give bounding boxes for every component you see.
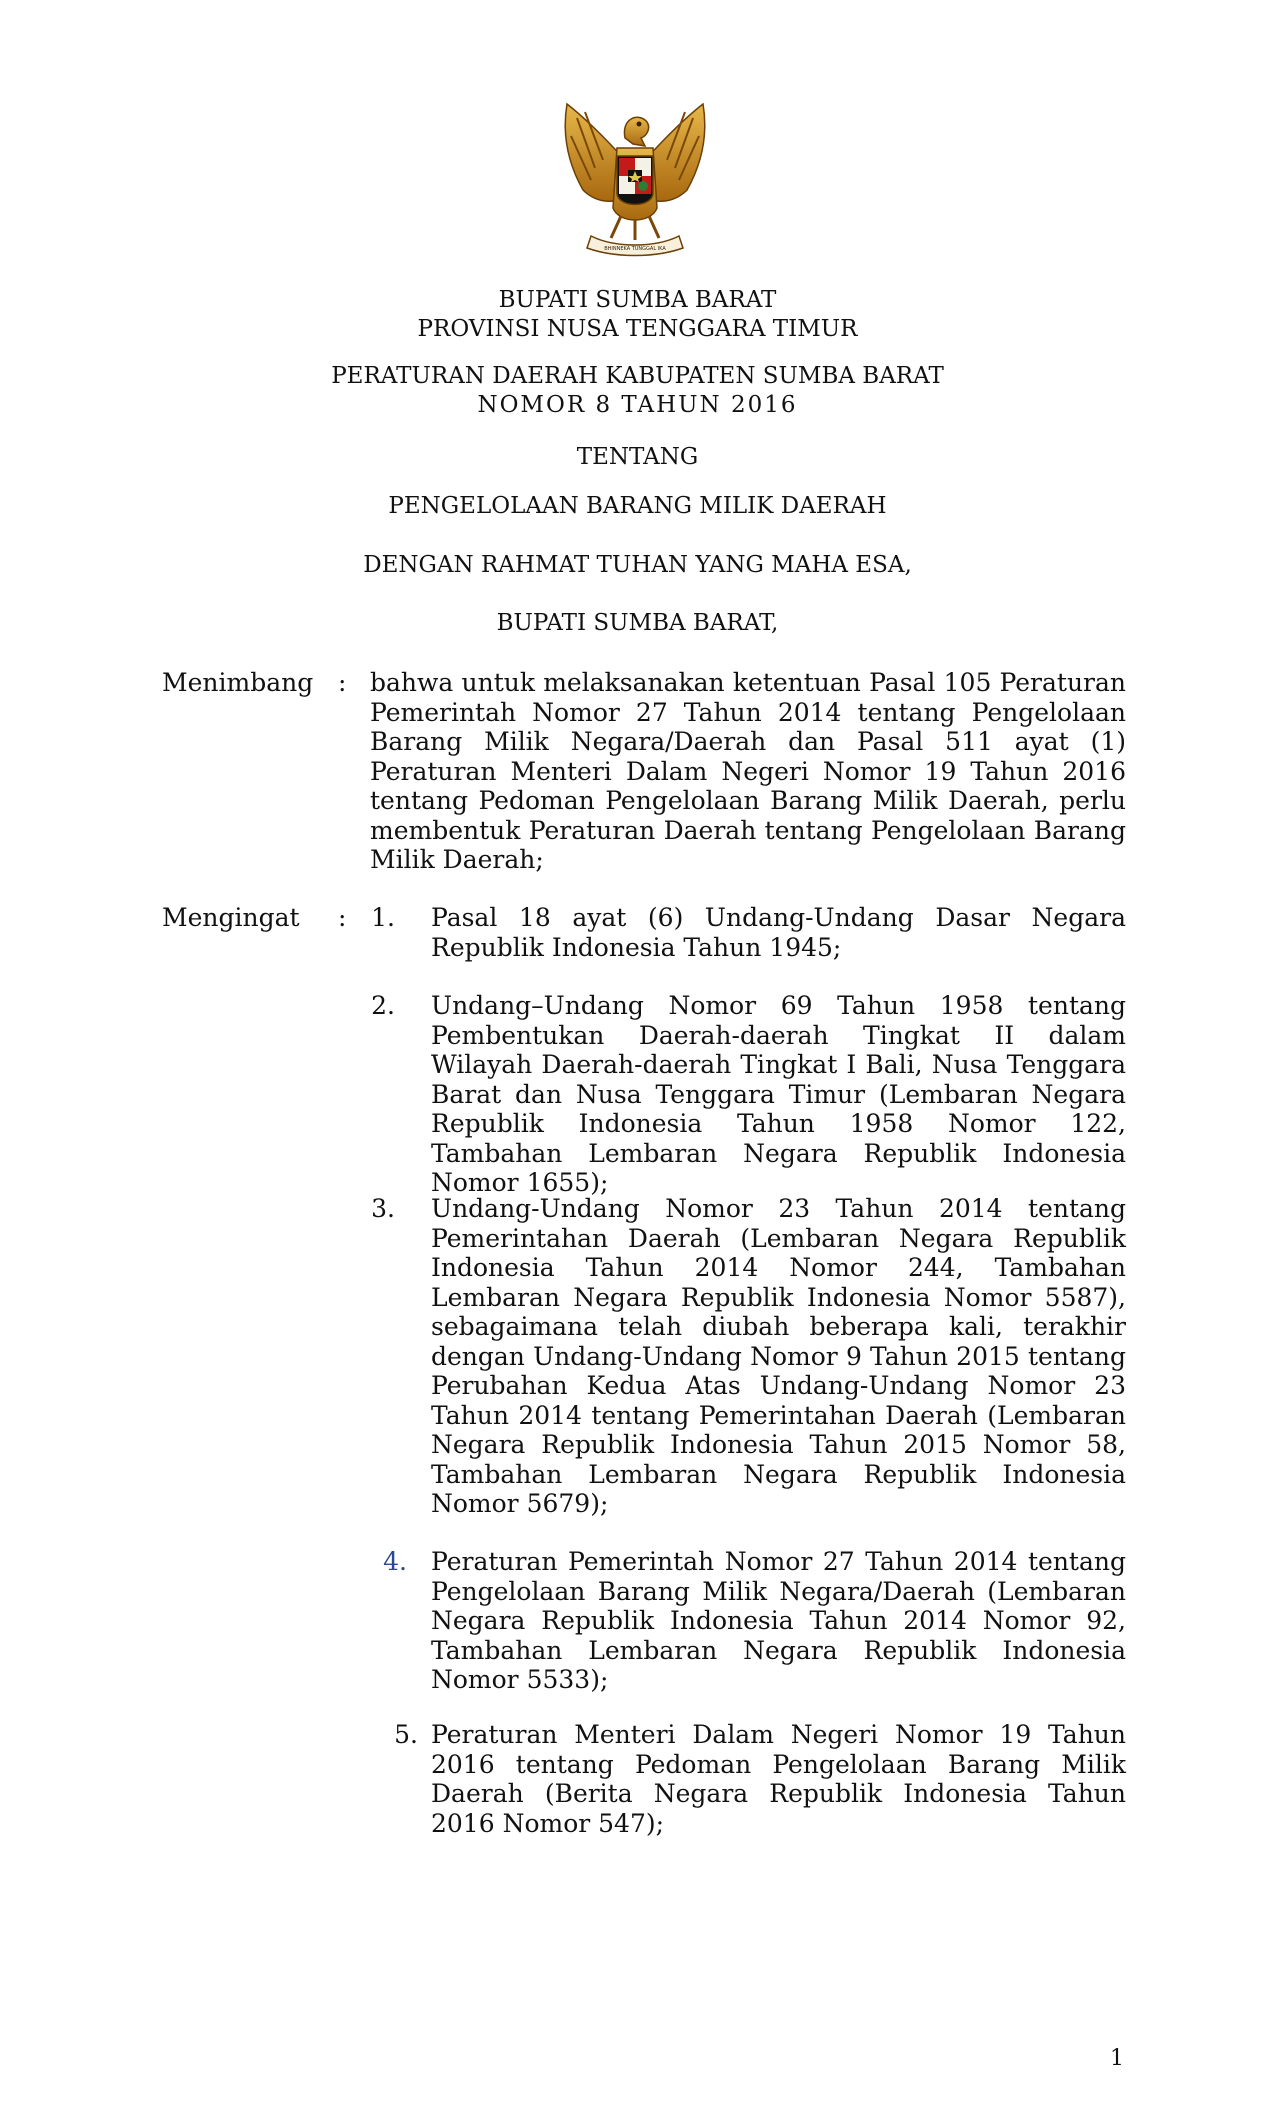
header-tentang: TENTANG <box>576 444 699 470</box>
mengingat-label: Mengingat <box>162 903 300 932</box>
mengingat-item-2-number: 2. <box>371 991 395 1020</box>
mengingat-item-4-text: Peraturan Pemerintah Nomor 27 Tahun 2014 tentang Pengelolaan Barang Milik Negara/Daerah (Lembaran Negara Republik Indonesia Tahun 2014 Nomor 92, Tambahan Lembaran Negara Republik Indonesia Nomor 5533); <box>431 1547 1126 1694</box>
mengingat-item-5-text: Peraturan Menteri Dalam Negeri Nomor 19 Tahun 2016 tentang Pedoman Pengelolaan Barang Milik Daerah (Berita Negara Republik Indonesia Tahun 2016 Nomor 547); <box>431 1720 1126 1838</box>
mengingat-item-1-number: 1. <box>371 903 395 932</box>
menimbang-colon: : <box>338 668 347 697</box>
header-rahmat: DENGAN RAHMAT TUHAN YANG MAHA ESA, <box>363 552 912 578</box>
menimbang-text: bahwa untuk melaksanakan ketentuan Pasal 105 Peraturan Pemerintah Nomor 27 Tahun 2014 tentang Pengelolaan Barang Milik Negara/Daerah dan Pasal 511 ayat (1) Peraturan Menteri Dalam Negeri Nomor 19 Tahun 2016 tentang Pedoman Pengelolaan Barang Milik Daerah, perlu membentuk Peraturan Daerah tentang Pengelolaan Barang Milik Daerah; <box>370 668 1126 874</box>
header-line-3: PERATURAN DAERAH KABUPATEN SUMBA BARAT <box>331 363 944 389</box>
header-subject: PENGELOLAAN BARANG MILIK DAERAH <box>388 493 887 519</box>
mengingat-item-3-text: Undang-Undang Nomor 23 Tahun 2014 tentang Pemerintahan Daerah (Lembaran Negara Republik Indonesia Tahun 2014 Nomor 244, Tambahan Lembaran Negara Republik Indonesia Nomor 5587), sebagaimana telah diubah beberapa kali, terakhir dengan Undang-Undang Nomor 9 Tahun 2015 tentang Perubahan Kedua Atas Undang-Undang Nomor 23 Tahun 2014 tentang Pemerintahan Daerah (Lembaran Negara Republik Indonesia Tahun 2015 Nomor 58, Tambahan Lembaran Negara Republik Indonesia Nomor 5679); <box>431 1194 1126 1518</box>
mengingat-item-5-number: 5. <box>394 1720 418 1749</box>
mengingat-colon: : <box>338 903 347 932</box>
emblem-motto: BHINNEKA TUNGGAL IKA <box>604 246 666 252</box>
header-line-1: BUPATI SUMBA BARAT <box>498 287 777 313</box>
garuda-pancasila-emblem-icon <box>555 98 715 258</box>
menimbang-label: Menimbang <box>162 668 314 697</box>
header-line-2: PROVINSI NUSA TENGGARA TIMUR <box>417 316 858 342</box>
mengingat-item-4-number: 4. <box>383 1547 407 1576</box>
header-bupati: BUPATI SUMBA BARAT, <box>496 610 779 636</box>
header-line-4: NOMOR 8 TAHUN 2016 <box>477 392 798 418</box>
mengingat-item-3-number: 3. <box>371 1194 395 1223</box>
mengingat-item-2-text: Undang–Undang Nomor 69 Tahun 1958 tentang Pembentukan Daerah-daerah Tingkat II dalam Wilayah Daerah-daerah Tingkat I Bali, Nusa Tenggara Barat dan Nusa Tenggara Timur (Lembaran Negara Republik Indonesia Tahun 1958 Nomor 122, Tambahan Lembaran Negara Republik Indonesia Nomor 1655); <box>431 991 1126 1197</box>
page-number: 1 <box>1110 2046 1124 2071</box>
mengingat-item-1-text: Pasal 18 ayat (6) Undang-Undang Dasar Negara Republik Indonesia Tahun 1945; <box>431 903 1126 962</box>
